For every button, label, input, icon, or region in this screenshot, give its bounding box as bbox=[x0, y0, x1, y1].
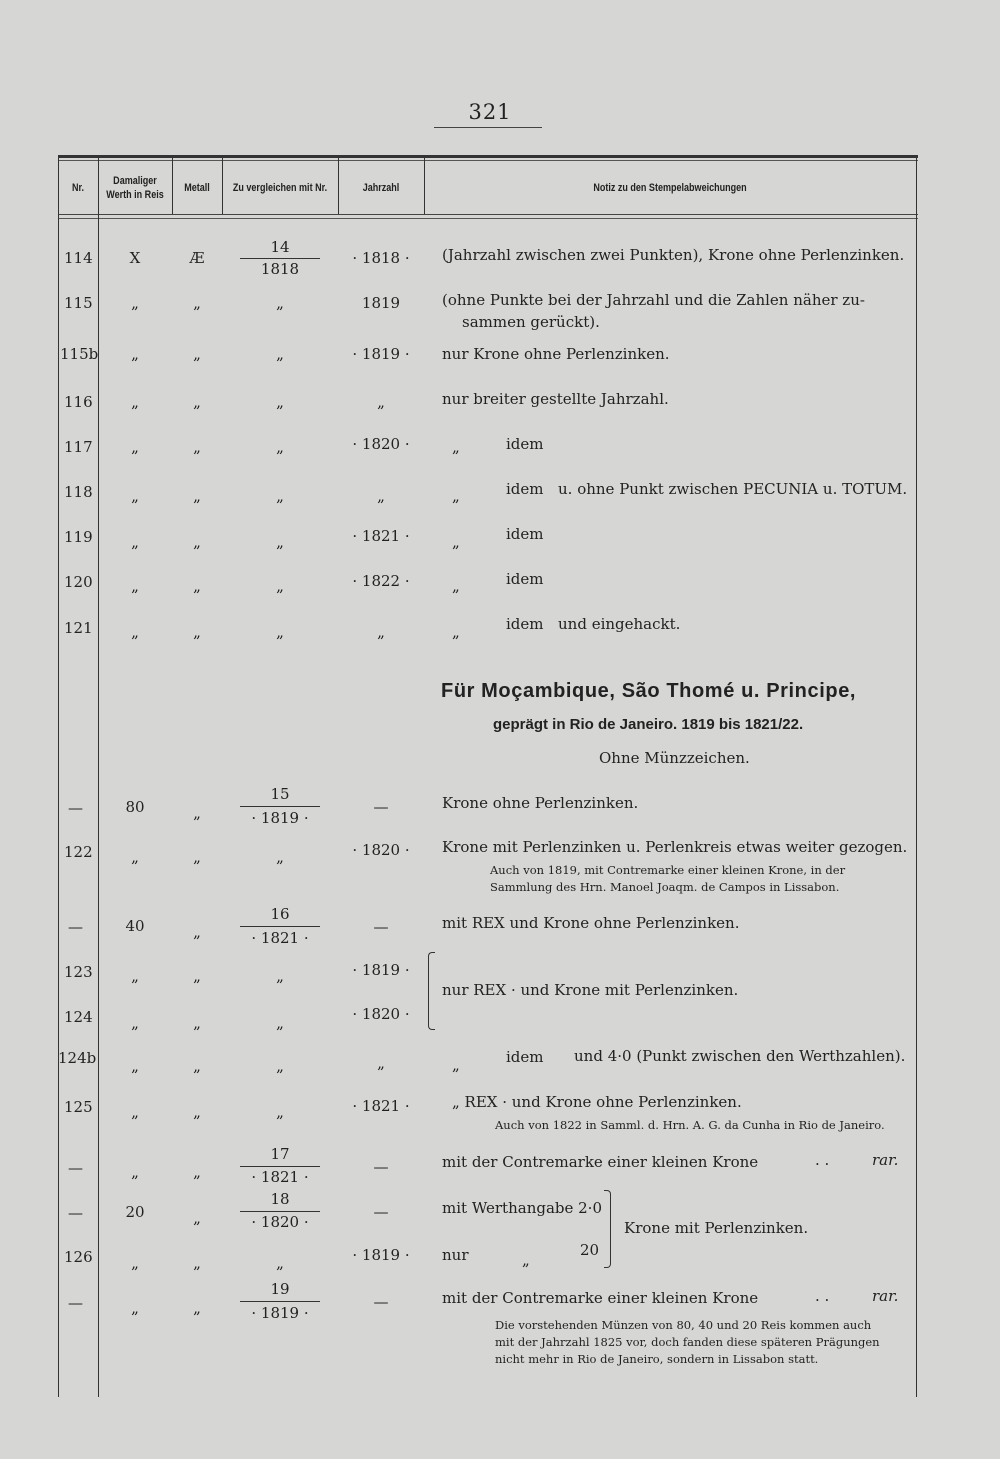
nr: 123 bbox=[64, 963, 93, 981]
cmp-top: 16 bbox=[270, 905, 290, 923]
metall: „ bbox=[193, 294, 201, 312]
idem: idem bbox=[506, 570, 544, 588]
cmp-top: 17 bbox=[270, 1145, 290, 1163]
note-line2: sammen gerückt). bbox=[462, 313, 600, 331]
nr: 126 bbox=[64, 1248, 93, 1266]
small-note-2: Sammlung des Hrn. Manoel Joaqm. de Campos in Lissabon. bbox=[490, 880, 840, 894]
jahr: · 1820 · bbox=[352, 841, 410, 859]
nr: — bbox=[68, 918, 83, 936]
idem: idem bbox=[506, 1048, 544, 1066]
metall: „ bbox=[193, 623, 201, 641]
cmp: „ bbox=[276, 1014, 284, 1032]
metall: „ bbox=[193, 1163, 201, 1181]
frac-line bbox=[240, 926, 320, 927]
col-line bbox=[222, 157, 223, 214]
header-werth: Damaliger Werth in Reis bbox=[106, 175, 164, 201]
dots: . . bbox=[815, 1151, 830, 1169]
nr: 124 bbox=[64, 1008, 93, 1026]
small-note-1: Auch von 1819, mit Contremarke einer kleinen Krone, in der bbox=[490, 863, 846, 877]
jahr: · 1819 · bbox=[352, 961, 410, 979]
werth: „ bbox=[131, 1299, 139, 1317]
cmp-top: 18 bbox=[270, 1190, 290, 1208]
cmp-top: 19 bbox=[270, 1280, 290, 1298]
footnote-line-3: nicht mehr in Rio de Janeiro, sondern in Lissabon statt. bbox=[495, 1352, 819, 1366]
rar: rar. bbox=[872, 1151, 899, 1169]
header-nr: Nr. bbox=[71, 182, 85, 194]
werth: „ bbox=[131, 1103, 139, 1121]
small-note-1: Auch von 1822 in Samml. d. Hrn. A. G. da Cunha in Rio de Janeiro. bbox=[495, 1118, 885, 1132]
werth: „ bbox=[131, 848, 139, 866]
table-top-rule-2 bbox=[58, 160, 918, 161]
metall: Æ bbox=[189, 249, 205, 267]
header-rule-2 bbox=[58, 218, 918, 219]
note: mit der Contremarke einer kleinen Krone bbox=[442, 1289, 759, 1307]
metall: „ bbox=[193, 1014, 201, 1032]
ditto: „ bbox=[452, 533, 460, 551]
note: nur Krone ohne Perlenzinken. bbox=[442, 345, 670, 363]
werth: 80 bbox=[125, 798, 145, 816]
col-line bbox=[172, 157, 173, 214]
jahr: — bbox=[373, 1293, 389, 1311]
idem: idem bbox=[506, 615, 544, 633]
idem: idem bbox=[506, 435, 544, 453]
nr: — bbox=[68, 799, 83, 817]
note: nur REX · und Krone mit Perlenzinken. bbox=[442, 981, 739, 999]
header-vergleich: Zu vergleichen mit Nr. bbox=[232, 182, 328, 194]
metall: „ bbox=[193, 804, 201, 822]
nr: 115 bbox=[64, 294, 93, 312]
ditto: „ bbox=[452, 438, 460, 456]
metall: „ bbox=[193, 923, 201, 941]
werth: X bbox=[129, 249, 141, 267]
col-line bbox=[424, 157, 425, 214]
jahr: · 1820 · bbox=[352, 435, 410, 453]
nr: 116 bbox=[64, 393, 93, 411]
col-line bbox=[58, 157, 59, 1397]
werth: „ bbox=[131, 577, 139, 595]
ditto: „ bbox=[452, 623, 460, 641]
cmp-bot: 1818 bbox=[260, 260, 300, 278]
cmp: „ bbox=[276, 533, 284, 551]
note: „ REX · und Krone ohne Perlenzinken. bbox=[452, 1093, 742, 1111]
metall: „ bbox=[193, 533, 201, 551]
ditto: „ bbox=[452, 577, 460, 595]
footnote-line-2: mit der Jahrzahl 1825 vor, doch fanden diese späteren Prägungen bbox=[495, 1335, 880, 1349]
werth: „ bbox=[131, 345, 139, 363]
note: nur breiter gestellte Jahrzahl. bbox=[442, 390, 669, 408]
cmp-bot: · 1821 · bbox=[251, 929, 309, 947]
ditto: „ bbox=[452, 487, 460, 505]
metall: „ bbox=[193, 438, 201, 456]
metall: „ bbox=[193, 967, 201, 985]
page-number-rule bbox=[434, 127, 542, 128]
jahr: „ bbox=[377, 487, 385, 505]
brace-left bbox=[428, 952, 435, 1030]
nr: 119 bbox=[64, 528, 93, 546]
jahr: · 1820 · bbox=[352, 1005, 410, 1023]
werth: „ bbox=[131, 1163, 139, 1181]
werth: 40 bbox=[125, 917, 145, 935]
metall: „ bbox=[193, 487, 201, 505]
cmp: „ bbox=[276, 294, 284, 312]
section-note: Ohne Münzzeichen. bbox=[599, 749, 750, 767]
jahr: · 1821 · bbox=[352, 1097, 410, 1115]
frac-line bbox=[240, 806, 320, 807]
werth: „ bbox=[131, 1057, 139, 1075]
cmp-top: 14 bbox=[270, 238, 290, 256]
jahr: · 1822 · bbox=[352, 572, 410, 590]
nr: 120 bbox=[64, 573, 93, 591]
cmp: „ bbox=[276, 1254, 284, 1272]
cmp: „ bbox=[276, 438, 284, 456]
note-rest: u. ohne Punkt zwischen PECUNIA u. TOTUM. bbox=[558, 480, 908, 498]
werth: „ bbox=[131, 1254, 139, 1272]
nr: — bbox=[68, 1159, 83, 1177]
brace-note: Krone mit Perlenzinken. bbox=[624, 1219, 809, 1237]
note: Krone ohne Perlenzinken. bbox=[442, 794, 639, 812]
metall: „ bbox=[193, 577, 201, 595]
cmp: „ bbox=[276, 577, 284, 595]
col-line bbox=[916, 157, 917, 1397]
note: nur bbox=[442, 1246, 469, 1264]
jahr: — bbox=[373, 918, 389, 936]
metall: „ bbox=[193, 1209, 201, 1227]
nr: 114 bbox=[64, 249, 93, 267]
cmp: „ bbox=[276, 393, 284, 411]
ditto: „ bbox=[522, 1251, 530, 1269]
jahr: „ bbox=[377, 623, 385, 641]
metall: „ bbox=[193, 345, 201, 363]
nr: 115b bbox=[60, 345, 99, 363]
section-subtitle: geprägt in Rio de Janeiro. 1819 bis 1821/22. bbox=[493, 716, 804, 733]
werth: „ bbox=[131, 1014, 139, 1032]
metall: „ bbox=[193, 1057, 201, 1075]
cmp: „ bbox=[276, 1103, 284, 1121]
nr: — bbox=[68, 1294, 83, 1312]
cmp: „ bbox=[276, 345, 284, 363]
jahr: · 1819 · bbox=[352, 345, 410, 363]
cmp-bot: · 1820 · bbox=[251, 1213, 309, 1231]
metall: „ bbox=[193, 848, 201, 866]
werth: „ bbox=[131, 438, 139, 456]
nr: — bbox=[68, 1204, 83, 1222]
cmp: „ bbox=[276, 1057, 284, 1075]
section-title: Für Moçambique, São Thomé u. Principe, bbox=[441, 680, 857, 702]
nr: 125 bbox=[64, 1098, 93, 1116]
footnote-line-1: Die vorstehenden Münzen von 80, 40 und 20 Reis kommen auch bbox=[495, 1318, 872, 1332]
col-line bbox=[338, 157, 339, 214]
jahr: · 1818 · bbox=[352, 249, 410, 267]
table-top-rule bbox=[58, 155, 918, 158]
note: (Jahrzahl zwischen zwei Punkten), Krone ohne Perlenzinken. bbox=[442, 246, 905, 264]
nr: 124b bbox=[58, 1049, 97, 1067]
header-rule bbox=[58, 214, 918, 215]
nr: 121 bbox=[64, 619, 93, 637]
jahr: · 1819 · bbox=[352, 1246, 410, 1264]
rar: rar. bbox=[872, 1287, 899, 1305]
werth: „ bbox=[131, 294, 139, 312]
jahr: — bbox=[373, 1158, 389, 1176]
metall: „ bbox=[193, 1299, 201, 1317]
jahr: · 1821 · bbox=[352, 527, 410, 545]
idem: idem bbox=[506, 525, 544, 543]
cmp: „ bbox=[276, 848, 284, 866]
cmp-bot: · 1821 · bbox=[251, 1168, 309, 1186]
cmp-bot: · 1819 · bbox=[251, 809, 309, 827]
werth: 20 bbox=[125, 1203, 145, 1221]
metall: „ bbox=[193, 1254, 201, 1272]
nr: 122 bbox=[64, 843, 93, 861]
note: Krone mit Perlenzinken u. Perlenkreis etwas weiter gezogen. bbox=[442, 838, 908, 856]
dots: . . bbox=[815, 1287, 830, 1305]
werth: „ bbox=[131, 623, 139, 641]
note: mit REX und Krone ohne Perlenzinken. bbox=[442, 914, 740, 932]
cmp: „ bbox=[276, 487, 284, 505]
jahr: 1819 bbox=[361, 294, 401, 312]
nr: 117 bbox=[64, 438, 93, 456]
header-jahrzahl: Jahrzahl bbox=[362, 182, 400, 194]
val: 20 bbox=[580, 1241, 600, 1259]
metall: „ bbox=[193, 1103, 201, 1121]
cmp: „ bbox=[276, 623, 284, 641]
note-rest: und 4·0 (Punkt zwischen den Werthzahlen). bbox=[574, 1047, 906, 1065]
nr: 118 bbox=[64, 483, 93, 501]
werth: „ bbox=[131, 967, 139, 985]
note: mit der Contremarke einer kleinen Krone bbox=[442, 1153, 759, 1171]
header-notiz: Notiz zu den Stempelabweichungen bbox=[593, 182, 747, 194]
werth: „ bbox=[131, 533, 139, 551]
werth: „ bbox=[131, 393, 139, 411]
cmp-bot: · 1819 · bbox=[251, 1304, 309, 1322]
frac-line bbox=[240, 1301, 320, 1302]
jahr: „ bbox=[377, 393, 385, 411]
note: mit Werthangabe 2·0 bbox=[442, 1199, 602, 1217]
idem: idem bbox=[506, 480, 544, 498]
jahr: — bbox=[373, 1203, 389, 1221]
page-number: 321 bbox=[468, 100, 512, 124]
cmp: „ bbox=[276, 967, 284, 985]
note-line1: (ohne Punkte bei der Jahrzahl und die Zahlen näher zu- bbox=[442, 291, 865, 309]
werth: „ bbox=[131, 487, 139, 505]
jahr: „ bbox=[377, 1054, 385, 1072]
cmp-top: 15 bbox=[270, 785, 290, 803]
metall: „ bbox=[193, 393, 201, 411]
brace-right bbox=[604, 1190, 611, 1268]
jahr: — bbox=[373, 798, 389, 816]
ditto: „ bbox=[452, 1056, 460, 1074]
col-line bbox=[98, 157, 99, 1397]
header-metall: Metall bbox=[184, 182, 210, 194]
note-rest: und eingehackt. bbox=[558, 615, 681, 633]
